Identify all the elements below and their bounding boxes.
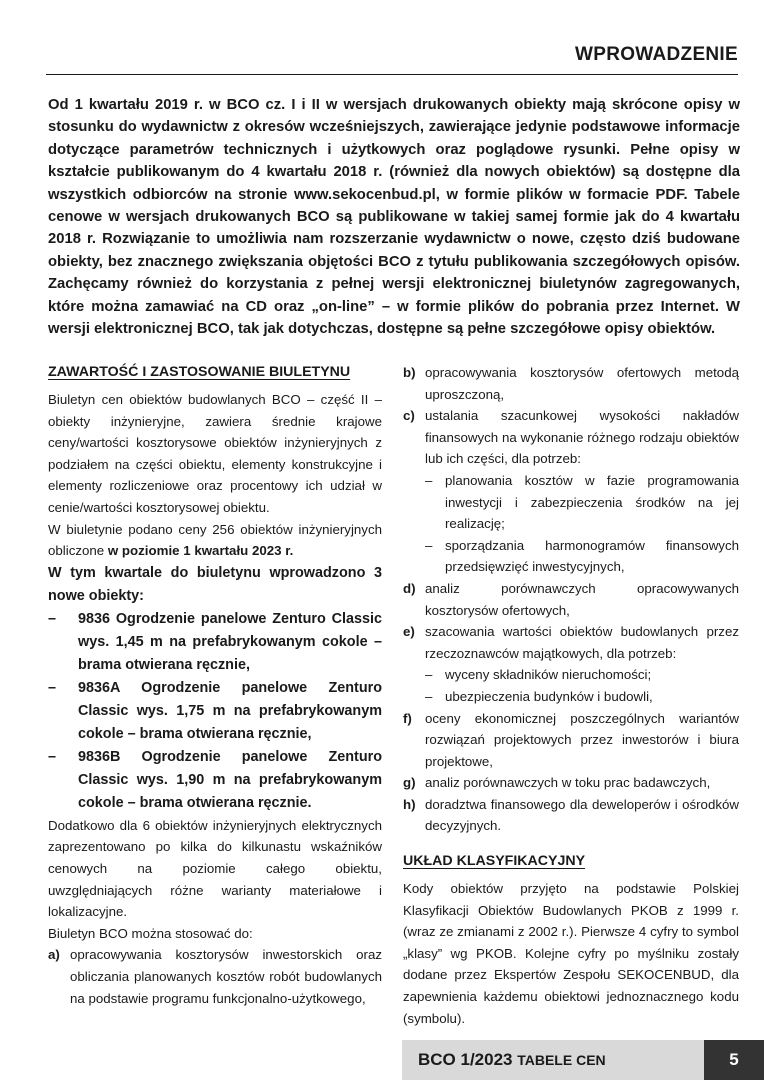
list-item-text: szacowania wartości obiektów budowlanych przez rzeczoznawców majątkowych, dla potrzeb: [425, 624, 739, 661]
list-item [403, 362, 739, 405]
list-item-key: e) [403, 624, 415, 640]
paragraph-usage-intro: Biuletyn BCO można stosować do: [48, 925, 253, 941]
footer-pub-code: BCO 1/2023 [418, 1050, 513, 1069]
sub-list-item: – planowania kosztów w fazie programowania inwestycji i zabezpieczenia środków na jej realizację; [425, 470, 739, 535]
list-item-key: h) [403, 796, 416, 812]
sub-list [425, 470, 739, 578]
page-number: 5 [704, 1040, 764, 1080]
list-item-text: analiz porównawczych w toku prac badawczych, [425, 775, 711, 791]
paragraph-electrical-objects: Dodatkowo dla 6 obiektów inżynieryjnych elektrycznych zaprezentowano po kilka do kilkunastu wskaźników cenowych na poziomie całego obiektu, uwzględniających różne warianty materiałowe i lokalizacyjne. [48, 817, 382, 920]
new-objects-list [48, 608, 382, 815]
intro-paragraph: Od 1 kwartału 2019 r. w BCO cz. I i II w wersjach drukowanych obiekty mają skrócone opisy w stosunku do wydawnictw z okresów wcześniejszych, zawierające jedynie podstawowe informacje dotyczące parametrów technicznych i użytkowych oraz poglądowe rysunki. Pełne opisy w kształcie publikowanym do 4 kwartału 2018 r. (również dla nowych obiektów) są dostępne dla wszystkich odbiorców na stronie www.sekocenbud.pl, w formie plików w formacie PDF. Tabele cenowe w wersjach drukowanych BCO są publikowane w takiej samej formie jak do 4 kwartału 2018 r. Rozwiązanie to umożliwia nam rozszerzanie wydawnictw o nowe, często dziś budowane obiekty, bez znacznego zwiększania objętości BCO z tytułu publikowania szczegółowych opisów. Zachęcamy również do korzystania z pełnej wersji elektronicznej biuletynów zagregowanych, które można zamawiać na CD oraz „on-line” – w formie plików do pobrania przez Internet. W wersji elektronicznej BCO, tak jak dotychczas, dostępne są pełne szczegółowe opisy obiektów. [48, 97, 740, 338]
section-heading-contents: ZAWARTOŚĆ I ZASTOSOWANIE BIULETYNU [48, 364, 351, 380]
list-item [403, 405, 739, 578]
sub-list-item: – wyceny składników nieruchomości; [425, 664, 739, 686]
list-item-text: opracowywania kosztorysów ofertowych metodą uproszczoną, [425, 365, 739, 402]
object-count-text: W biuletynie podano ceny 256 obiektów inżynieryjnych obliczone [48, 521, 382, 559]
list-item-key: b) [403, 365, 416, 380]
list-item [403, 794, 739, 837]
list-item-key: f) [403, 710, 412, 726]
list-item [403, 621, 739, 707]
list-item-text: ustalania szacunkowej wysokości nakładów finansowych na wykonanie różnego rodzaju obiektów lub ich części, dla potrzeb: [425, 408, 739, 467]
list-item [48, 944, 382, 1009]
paragraph-bulletin-description: Biuletyn cen obiektów budowlanych BCO – część II – obiekty inżynieryjne, zawiera średnie krajowe ceny/wartości kosztorysowe obiektów inżynieryjnych z podziałem na części obiektu, elementy konstrukcyjne i elementy rozliczeniowe oraz procentowy ich udział w cenie/wartości kosztorysowej obiektu. [48, 392, 382, 515]
paragraph-new-objects-intro: W tym kwartale do biuletynu wprowadzono 3 nowe obiekty: [48, 564, 382, 604]
list-item-key: d) [403, 580, 416, 596]
list-item-text: analiz porównawczych opracowywanych kosztorysów ofertowych, [425, 580, 739, 618]
list-item: – 9836 Ogrodzenie panelowe Zenturo Classic wys. 1,45 m na prefabrykowanym cokole – brama otwierana ręcznie, [48, 608, 382, 677]
footer-publication [418, 1048, 606, 1072]
sub-list-item: – ubezpieczenia budynków i budowli, [425, 686, 739, 708]
list-item [403, 772, 739, 794]
usage-list-part2 [403, 362, 739, 837]
left-column [48, 362, 382, 1009]
list-item [403, 708, 739, 773]
paragraph-classification: Kody obiektów przyjęto na podstawie Polskiej Klasyfikacji Obiektów Budowlanych PKOB z 1999 r. (wraz ze zmianami z 2002 r.). Pierwsze 4 cyfry to symbol „klasy” wg PKOB. Kolejne cyfry po myślniku zostały dodane przez Ekspertów Zespołu SEKOCENBUD, dla zapewnienia każdemu obiektowi jednoznacznego kodu (symbolu). [403, 881, 739, 1026]
sub-list [425, 664, 739, 707]
list-item-key: g) [403, 775, 416, 791]
section-heading-classification: UKŁAD KLASYFIKACYJNY [403, 853, 586, 870]
price-level-text: w poziomie 1 kwartału 2023 r. [107, 543, 294, 559]
list-item-key: a) [48, 947, 60, 963]
usage-list-part1 [48, 944, 382, 1009]
list-item-text: oceny ekonomicznej poszczególnych wariantów rozwiązań projektowych przez inwestorów i biura projektowe, [425, 710, 739, 769]
header-rule [46, 74, 738, 75]
list-item-text: opracowywania kosztorysów inwestorskich oraz obliczania planowanych kosztów robót budowlanych na podstawie programu funkcjonalno-użytkowego, [70, 947, 382, 1006]
right-column [403, 362, 739, 1029]
list-item [403, 578, 739, 621]
list-item-text: doradztwa finansowego dla deweloperów i ośrodków decyzyjnych. [425, 796, 739, 834]
list-item-key: c) [403, 408, 415, 424]
paragraph-object-count [48, 519, 382, 562]
sub-list-item: – sporządzania harmonogramów finansowych przedsięwzięć inwestycyjnych, [425, 535, 739, 578]
list-item: – 9836B Ogrodzenie panelowe Zenturo Classic wys. 1,90 m na prefabrykowanym cokole – brama otwierana ręcznie. [48, 746, 382, 815]
footer-pub-type: TABELE CEN [517, 1052, 606, 1068]
list-item: – 9836A Ogrodzenie panelowe Zenturo Classic wys. 1,75 m na prefabrykowanym cokole – brama otwierana ręcznie, [48, 677, 382, 746]
page-section-title: WPROWADZENIE [575, 44, 738, 65]
